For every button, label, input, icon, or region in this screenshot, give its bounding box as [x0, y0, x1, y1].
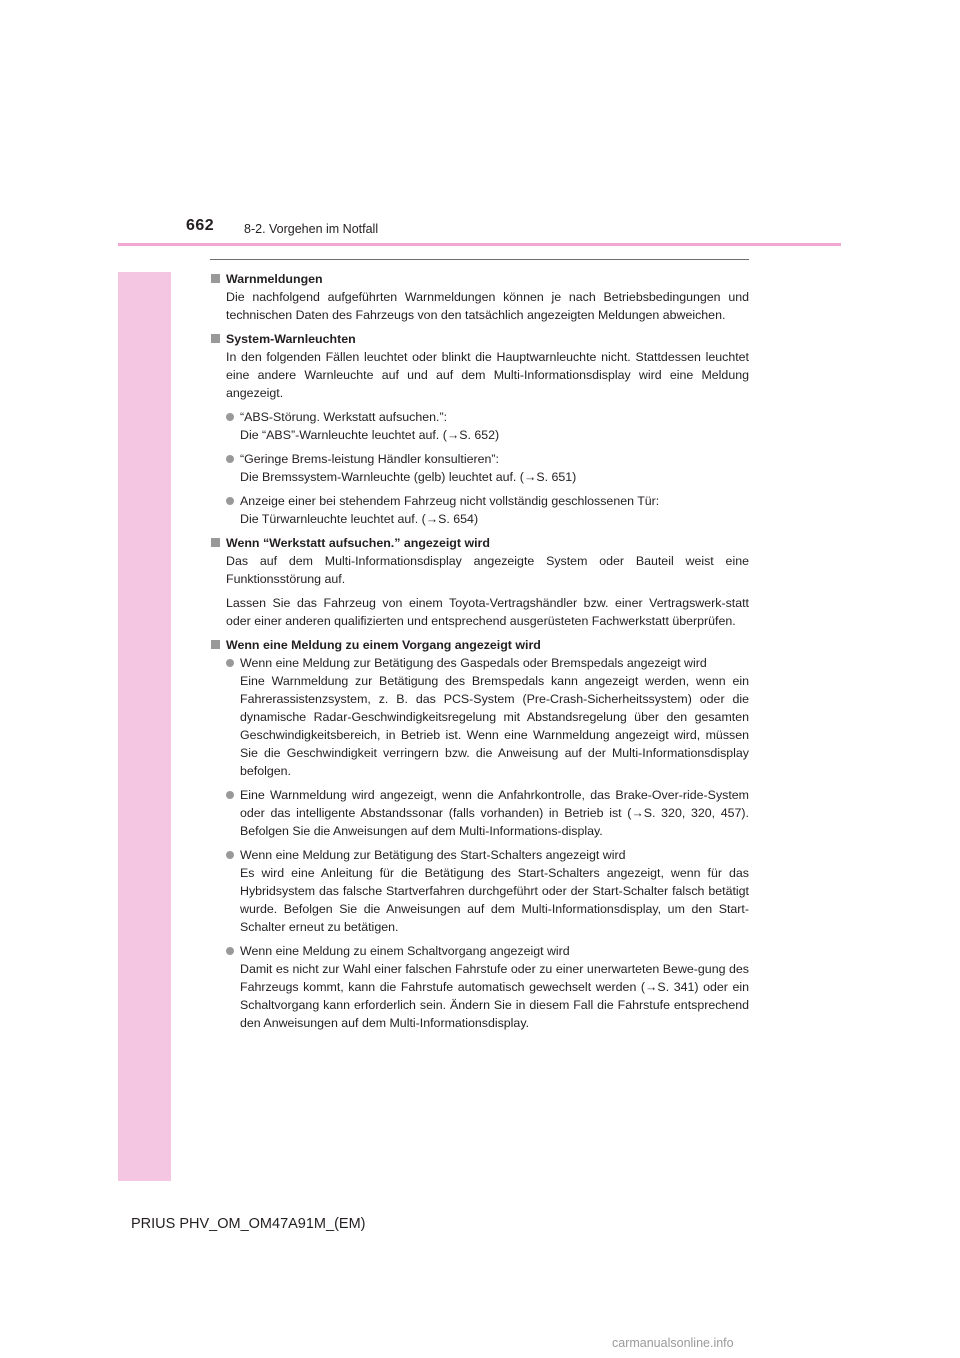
section-text: Die nachfolgend aufgeführten Warnmeldungen können je nach Betriebsbedingungen und technischen Daten des Fahrzeugs von den tatsächlich angezeigten Meldungen abweichen.: [226, 290, 749, 322]
section-heading: Warnmeldungen: [210, 270, 749, 288]
section-text: In den folgenden Fällen leuchtet oder blinkt die Hauptwarnleuchte nicht. Stattdessen leuchtet eine andere Warnleuchte auf und auf dem Multi-Informationsdisplay wird eine Meldung angezeigt.: [226, 350, 749, 400]
header-rule: [118, 243, 841, 246]
section-text: Lassen Sie das Fahrzeug von einem Toyota-Vertragshändler bzw. einer Vertragswerk-statt oder einer anderen qualifizierten und entsprechend ausgerüsteten Fachwerkstatt überprüfen.: [226, 596, 749, 628]
page-number: 662: [186, 217, 215, 234]
round-bullet-icon: [226, 851, 234, 859]
section-heading: System-Warnleuchten: [210, 330, 749, 348]
document-code-footer: PRIUS PHV_OM_OM47A91M_(EM): [131, 1216, 366, 1232]
section-text: Das auf dem Multi-Informationsdisplay angezeigte System oder Bauteil weist eine Funktionsstörung auf.: [226, 554, 749, 586]
list-item: Eine Warnmeldung wird angezeigt, wenn die Anfahrkontrolle, das Brake-Over-ride-System oder das intelligente Abstandssonar (falls vorhanden) in Betrieb ist (→S. 320, 320, 457). Befolgen Sie die Anweisungen auf dem Multi-Informations-display.: [210, 786, 749, 840]
square-bullet-icon: [211, 334, 220, 343]
section-warnmeldungen: [210, 270, 749, 324]
round-bullet-icon: [226, 791, 234, 799]
list-item: Wenn eine Meldung zur Betätigung des Start-Schalters angezeigt wird Es wird eine Anleitung für die Betätigung des Start-Schalters angezeigt, wenn für das Hybridsystem das falsche Startverfahren durchgeführt oder der Start-Schalter falsch betätigt wurde. Befolgen Sie die Anweisungen auf dem Multi-Informationsdisplay, um den Start-Schalter erneut zu betätigen.: [210, 846, 749, 936]
round-bullet-icon: [226, 413, 234, 421]
side-tab-band: [118, 176, 171, 1181]
square-bullet-icon: [211, 640, 220, 649]
list-item: Wenn eine Meldung zur Betätigung des Gaspedals oder Bremspedals angezeigt wird Eine Warnmeldung zur Betätigung des Bremspedals kann angezeigt werden, wenn ein Fahrerassistenzsystem, z. B. das PCS-System (Pre-Crash-Sicherheitssystem) oder die dynamische Radar-Geschwindigkeitsregelung mit Abstandsregelung über den gesamten Geschwindigkeitsbereich, in Betrieb ist. Wenn eine Warnmeldung angezeigt wird, müssen Sie die Geschwindigkeit verringern bzw. die Anweisung auf der Multi-Informationsdisplay befolgen.: [210, 654, 749, 780]
square-bullet-icon: [211, 538, 220, 547]
round-bullet-icon: [226, 947, 234, 955]
section-title: 8-2. Vorgehen im Notfall: [244, 222, 379, 236]
content-rule: [210, 259, 749, 260]
header-band: [118, 176, 841, 272]
page-content: [210, 270, 749, 1038]
square-bullet-icon: [211, 274, 220, 283]
section-system-warnleuchten: [210, 330, 749, 528]
round-bullet-icon: [226, 497, 234, 505]
round-bullet-icon: [226, 455, 234, 463]
section-heading: Wenn “Werkstatt aufsuchen.” angezeigt wird: [210, 534, 749, 552]
round-bullet-icon: [226, 659, 234, 667]
watermark-link[interactable]: carmanualsonline.info: [612, 1336, 734, 1350]
list-item: “Geringe Brems-leistung Händler konsultieren”: Die Bremssystem-Warnleuchte (gelb) leuchtet auf. (→S. 651): [210, 450, 749, 486]
section-werkstatt: [210, 534, 749, 630]
section-heading: Wenn eine Meldung zu einem Vorgang angezeigt wird: [210, 636, 749, 654]
section-vorgang: [210, 636, 749, 1032]
list-item: Anzeige einer bei stehendem Fahrzeug nicht vollständig geschlossenen Tür: Die Türwarnleuchte leuchtet auf. (→S. 654): [210, 492, 749, 528]
list-item: Wenn eine Meldung zu einem Schaltvorgang angezeigt wird Damit es nicht zur Wahl einer falschen Fahrstufe oder zu einer unerwarteten Bewe-gung des Fahrzeugs kommt, kann die Fahrstufe automatisch gewechselt werden (→S. 341) oder ein Schaltvorgang kann erforderlich sein. Ändern Sie in diesem Fall die Fahrstufe entsprechend den Anweisungen auf dem Multi-Informationsdisplay.: [210, 942, 749, 1032]
list-item: “ABS-Störung. Werkstatt aufsuchen.”: Die “ABS”-Warnleuchte leuchtet auf. (→S. 652): [210, 408, 749, 444]
